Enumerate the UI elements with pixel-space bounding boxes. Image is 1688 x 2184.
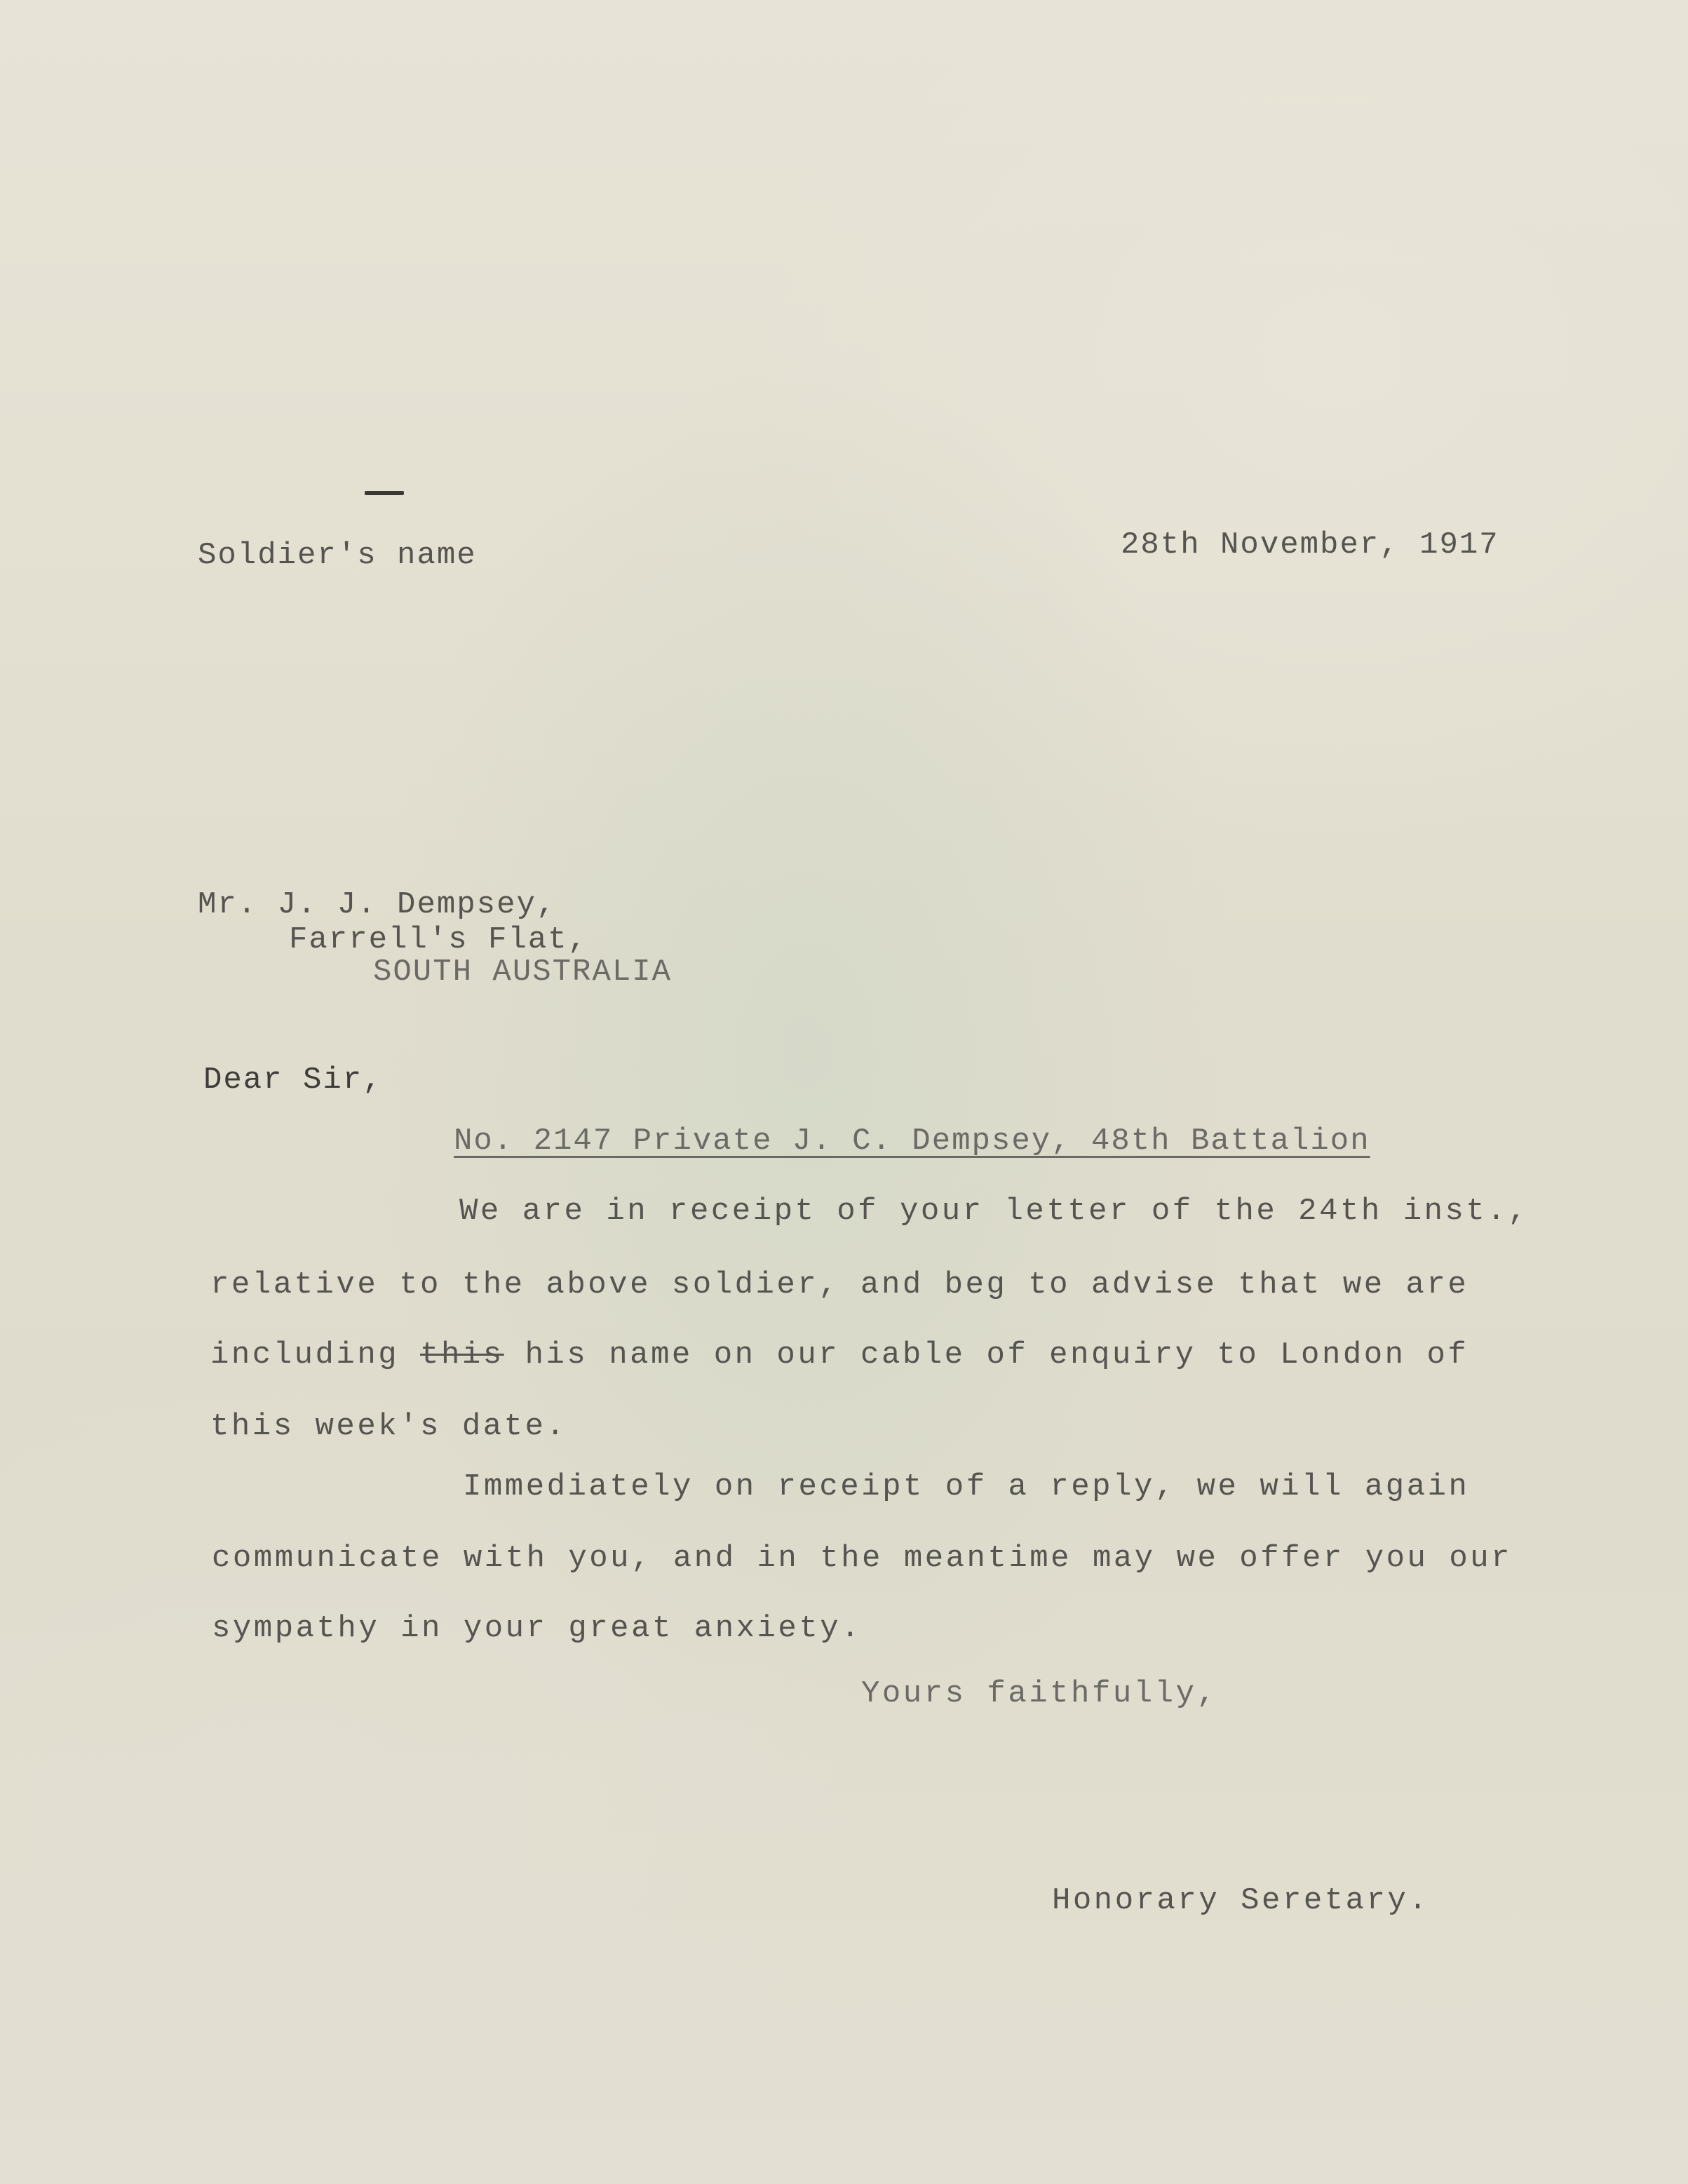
paragraph2-line3: sympathy in your great anxiety. xyxy=(212,1611,863,1646)
signature-title: Honorary Seretary. xyxy=(1052,1883,1430,1918)
recipient-name: Mr. J. J. Dempsey, xyxy=(198,887,557,922)
struck-word: this xyxy=(420,1337,504,1373)
recipient-state: SOUTH AUSTRALIA xyxy=(373,955,673,990)
closing: Yours faithfully, xyxy=(861,1676,1218,1711)
letter-date: 28th November, 1917 xyxy=(1121,527,1499,562)
paragraph2-line1: Immediately on receipt of a reply, we will again xyxy=(463,1469,1470,1504)
paragraph1-line1: We are in receipt of your letter of the 24th inst., xyxy=(459,1194,1530,1229)
subject-line: No. 2147 Private J. C. Dempsey, 48th Battalion xyxy=(454,1124,1370,1159)
paragraph1-line4: this week's date. xyxy=(210,1409,567,1444)
paragraph2-line2: communicate with you, and in the meantime may we offer you our xyxy=(212,1541,1513,1576)
paragraph1-line3-before: including xyxy=(210,1337,400,1373)
paragraph1-line3 xyxy=(210,1337,1469,1373)
salutation: Dear Sir, xyxy=(203,1063,383,1098)
paragraph1-line3-after: his name on our cable of enquiry to London of xyxy=(525,1337,1469,1373)
paragraph1-line2: relative to the above soldier, and beg to advise that we are xyxy=(210,1267,1469,1302)
soldier-name-label: Soldier's name xyxy=(198,538,477,573)
dash-mark xyxy=(365,491,404,495)
recipient-town: Farrell's Flat, xyxy=(289,922,588,957)
